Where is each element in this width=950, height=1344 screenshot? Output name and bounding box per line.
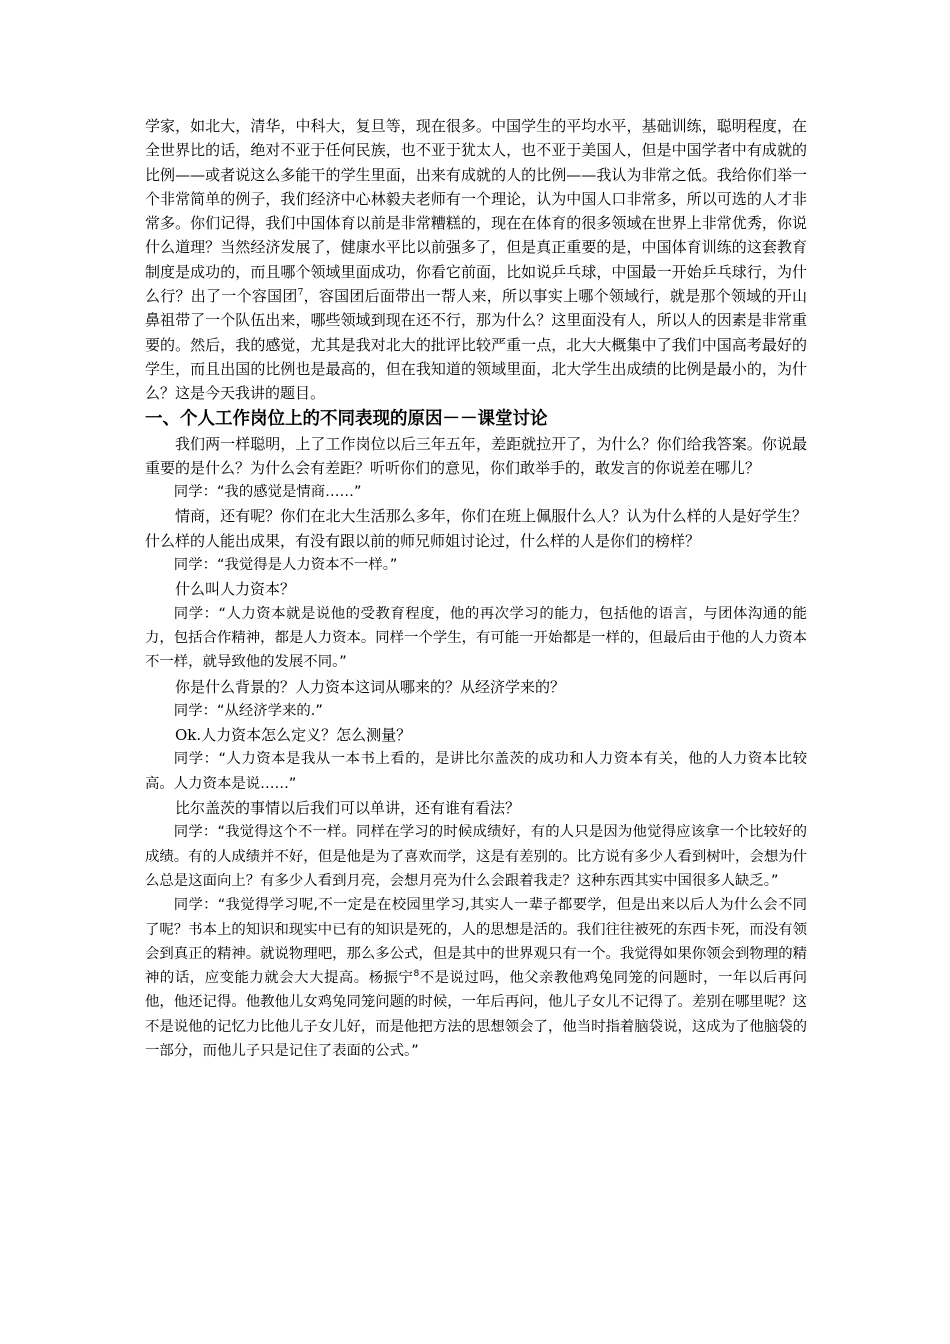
- paragraph: 比尔盖茨的事情以后我们可以单讲，还有谁有看法？: [175, 799, 521, 818]
- paragraph: 你是什么背景的？人力资本这词从哪来的？从经济学来的？: [175, 677, 566, 696]
- last-remark-text: 同学：“我觉得学习呢,不一定是在校园里学习,其实人一辈子都要学，但是出来以后人为什么会不同了呢？书本上的知识和现实中已有的知识是死的，人的思想是活的。我们往往被死的东西卡死，而没有领会到真正的精神。就说物理吧，那么多公式，但是其中的世界观只有一个。我觉得如果你领会到物理的精神的话，应变能力就会大大提高。杨振宁: [145, 897, 807, 987]
- student-remark: 同学：“我觉得是人力资本不一样。”: [173, 557, 398, 574]
- student-remark-last: [145, 893, 807, 1063]
- footnote-marker-7: 7: [297, 288, 304, 299]
- paragraph: 我们两一样聪明，上了工作岗位以后三年五年，差距就拉开了，为什么？你们给我答案。你说最重要的是什么？为什么会有差距？听听你们的意见，你们敢举手的，敢发言的你说差在哪儿？: [145, 434, 807, 477]
- intro-paragraph: [145, 114, 807, 406]
- last-remark-text-continued: 不是说过吗，他父亲教他鸡兔同笼的问题时，一年以后再问他，他还记得。他教他儿女鸡兔同笼问题的时候，一年后再问，他儿子女儿不记得了。差别在哪里呢？这不是说他的记忆力比他儿子女儿好，而是他把方法的思想领会了，他当时指着脑袋说，这成为了他脑袋的一部分，而他儿子只是记住了表面的公式。”: [145, 970, 807, 1059]
- student-remark: 同学：“从经济学来的.”: [173, 702, 323, 719]
- intro-text: 学家，如北大，清华，中科大，复旦等，现在很多。中国学生的平均水平，基础训练，聪明程度，在全世界比的话，绝对不亚于任何民族，也不亚于犹太人，也不亚于美国人，但是中国学者中有成就的比例——或者说这么多能干的学生里面，出来有成就的人的比例——我认为非常之低。我给你们举一个非常简单的例子，我们经济中心林毅夫老师有一个理论，认为中国人口非常多，所以可选的人才非常多。你们记得，我们中国体育以前是非常糟糕的，现在在体育的很多领域在世界上非常优秀，你说什么道理？当然经济发展了，健康水平比以前强多了，但是真正重要的是，中国体育训练的这套教育制度是成功的，而且哪个领域里面成功，你看它前面，比如说乒乓球，中国最一开始乒乓球行，为什么行？出了一个容国团: [145, 117, 807, 306]
- student-remark: 同学：“人力资本就是说他的受教育程度，他的再次学习的能力，包括他的语言，与团体沟通的能力，包括合作精神，都是人力资本。同样一个学生，有可能一开始都是一样的，但最后由于他的人力资本不一样，就导致他的发展不同。”: [145, 605, 807, 671]
- paragraph: 情商，还有呢？你们在北大生活那么多年，你们在班上佩服什么人？认为什么样的人是好学生？什么样的人能出成果，有没有跟以前的师兄师姐讨论过，什么样的人是你们的榜样？: [145, 507, 807, 550]
- footnote-marker-8: 8: [413, 969, 420, 980]
- section-heading: 一、个人工作岗位上的不同表现的原因－－课堂讨论: [145, 408, 548, 429]
- document-page: [145, 114, 807, 1063]
- intro-text-continued: ，容国团后面带出一帮人来，所以事实上哪个领域行，就是那个领域的开山鼻祖带了一个队伍出来，哪些领域到现在还不行，那为什么？这里面没有人，所以人的因素是非常重要的。然后，我的感觉，尤其是我对北大的批评比较严重一点，北大大概集中了我们中国高考最好的学生，而且出国的比例也是最高的，但在我知道的领域里面，北大学生出成绩的比例是最小的，为什么？这是今天我讲的题目。: [145, 287, 807, 403]
- student-remark: 同学：“我的感觉是情商……”: [173, 484, 362, 501]
- paragraph: 什么叫人力资本？: [175, 580, 296, 599]
- student-remark: 同学：“人力资本是我从一本书上看的，是讲比尔盖茨的成功和人力资本有关，他的人力资本比较高。人力资本是说……”: [145, 751, 807, 792]
- student-remark: 同学：“我觉得这个不一样。同样在学习的时候成绩好，有的人只是因为他觉得应该拿一个比较好的成绩。有的人成绩并不好，但是他是为了喜欢而学，这是有差别的。比方说有多少人看到树叶，会想为什么总是这面向上？有多少人看到月亮，会想月亮为什么会跟着我走？这种东西其实中国很多人缺乏。”: [145, 824, 807, 889]
- paragraph: Ok.人力资本怎么定义？怎么测量？: [175, 726, 412, 745]
